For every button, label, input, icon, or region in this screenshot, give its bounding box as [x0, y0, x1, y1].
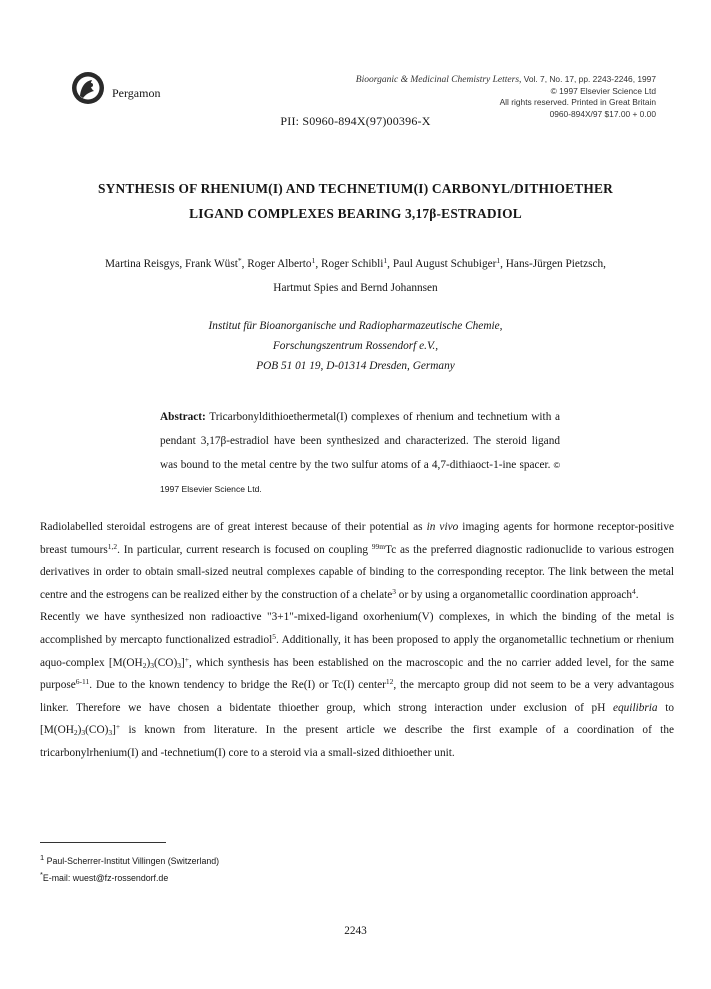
article-title — [40, 176, 671, 226]
text-run: , the mercapto group did not seem to be a very advantagous linker. Therefore we have chosen a bidentate thioether group, which strong interaction under exclusion of pH — [40, 679, 674, 714]
charge-mark: + — [184, 654, 189, 664]
citation-ref: 3 — [392, 586, 396, 596]
page-number: 2243 — [344, 925, 367, 937]
title-line-2: LIGAND COMPLEXES BEARING 3,17β-ESTRADIOL — [189, 206, 522, 221]
subscript: 3 — [177, 660, 181, 670]
text-run: Recently we have synthesized non radioactive "3+1"-mixed-ligand oxorhenium(V) complexes, in which the binding of the metal is accomplished by mercapto functionalized estradiol — [40, 611, 674, 646]
citation-ref: 4 — [632, 586, 636, 596]
affiliation-line-2: Forschungszentrum Rossendorf e.V., — [272, 340, 439, 352]
subscript: 3 — [108, 728, 113, 738]
isotope-mark: 99m — [371, 541, 386, 551]
footnotes — [40, 853, 219, 887]
author-mark: * — [237, 256, 242, 265]
paragraph-2 — [40, 606, 674, 764]
footnote-mark: * — [40, 870, 43, 879]
author-text: , Roger Schibli — [315, 258, 384, 270]
footnote-divider — [40, 842, 166, 843]
journal-volume: Vol. 7, No. 17, pp. 2243-2246, 1997 — [523, 74, 656, 84]
header-copyright: © 1997 Elsevier Science Ltd — [550, 86, 656, 97]
text-run: is known from literature. In the present article we describe the first example of a coordination of the tricarbonylrhenium(I) and -technetium(I) core to a steroid via a small-sized dithioether unit. — [40, 724, 674, 759]
citation-ref: 6-11 — [75, 677, 90, 687]
text-run: ] — [112, 724, 116, 737]
publisher-name: Pergamon — [112, 86, 161, 100]
author-list — [40, 252, 671, 300]
text-run: (CO) — [85, 724, 109, 737]
pii-line: PII: S0960-894X(97)00396-X — [280, 114, 431, 128]
text-run: . Due to the known tendency to bridge the Re(I) or Tc(I) center — [89, 679, 386, 692]
subscript: 2 — [142, 660, 147, 670]
text-run: to [M(OH — [40, 701, 674, 737]
header-price: 0960-894X/97 $17.00 + 0.00 — [549, 108, 656, 119]
author-text: , Roger Alberto — [241, 258, 312, 270]
affiliation-line-3: POB 51 01 19, D-01314 Dresden, Germany — [256, 360, 455, 372]
citation-ref: 12 — [385, 677, 394, 687]
authors-line-2: Hartmut Spies and Bernd Johannsen — [273, 282, 438, 294]
subscript: 3 — [81, 728, 86, 738]
text-run: Radiolabelled steroidal estrogens are of great interest because of their potential as — [40, 521, 427, 533]
authors-line-1 — [40, 252, 671, 276]
affiliation-line-1: Institut für Bioanorganische und Radiopharmazeutische Chemie, — [208, 320, 503, 332]
text-run: imaging agents for hormone receptor-positive breast tumours — [40, 521, 674, 556]
paragraph-1 — [40, 516, 674, 606]
author-text: , Hans-Jürgen Pietzsch, — [500, 258, 606, 270]
author-text: , Paul August Schubiger — [387, 258, 497, 270]
abstract-label: Abstract: — [160, 411, 206, 423]
text-run: or by using a organometallic coordination approach — [395, 588, 632, 601]
abstract-text: Tricarbonyldithioethermetal(I) complexes of rhenium and technetium with a pendant 3,17β-estradiol have been synthesized and characterized. The steroid ligand was bound to the metal centre by the two sulfur atoms of a 4,7-dithiaoct-1-ine spacer. — [160, 411, 561, 471]
text-run: Tc as the preferred diagnostic radionuclide to various estrogen derivatives in order to obtain small-sized neutral complexes capable of binding to the corresponding receptor. The link between the metal centre and the estrogens can be realized either by the construction of a chelate — [40, 543, 675, 601]
subscript: 2 — [73, 728, 78, 738]
italic-run: equilibria — [613, 701, 658, 714]
italic-run: in vivo — [426, 521, 459, 533]
citation-ref: 5 — [272, 631, 277, 641]
author-mark: 1 — [311, 256, 316, 265]
text-run: , which synthesis has been established on the macroscopic and the no carrier added level, for the same purpose — [40, 656, 674, 692]
footnote-2 — [40, 870, 219, 887]
journal-header — [356, 74, 656, 120]
author-text: Martina Reisgys, Frank Wüst — [105, 258, 238, 270]
author-mark: 1 — [383, 256, 388, 265]
text-run: ) — [146, 656, 151, 669]
text-run: ) — [77, 724, 82, 737]
title-line-1: SYNTHESIS OF RHENIUM(I) AND TECHNETIUM(I) CARBONYL/DITHIOETHER — [98, 181, 613, 196]
body-text — [40, 516, 674, 765]
text-run: . — [635, 588, 639, 601]
footnote-1 — [40, 853, 219, 870]
header-rights: All rights reserved. Printed in Great Britain — [499, 97, 656, 108]
text-run: . In particular, current research is focused on coupling — [117, 543, 372, 556]
citation-ref: 1,2 — [107, 541, 118, 551]
abstract — [160, 405, 560, 501]
abstract-copyright: © 1997 Elsevier Science Ltd. — [160, 460, 560, 494]
footnote-mark: 1 — [40, 853, 45, 862]
author-mark: 1 — [496, 256, 501, 265]
text-run: (CO) — [153, 656, 178, 669]
text-run: . Additionally, it has been proposed to apply the organometallic technetium or rhenium aquo-complex [M(OH — [40, 633, 674, 669]
footnote-text: E-mail: wuest@fz-rossendorf.de — [42, 873, 169, 883]
footnote-text: Paul-Scherrer-Institut Villingen (Switzerland) — [46, 856, 220, 866]
publisher-logo-icon — [71, 71, 105, 105]
journal-name: Bioorganic & Medicinal Chemistry Letters, — [355, 75, 522, 85]
charge-mark: + — [115, 722, 121, 732]
text-run: ] — [180, 656, 185, 669]
affiliation — [40, 316, 671, 376]
subscript: 3 — [150, 660, 154, 670]
